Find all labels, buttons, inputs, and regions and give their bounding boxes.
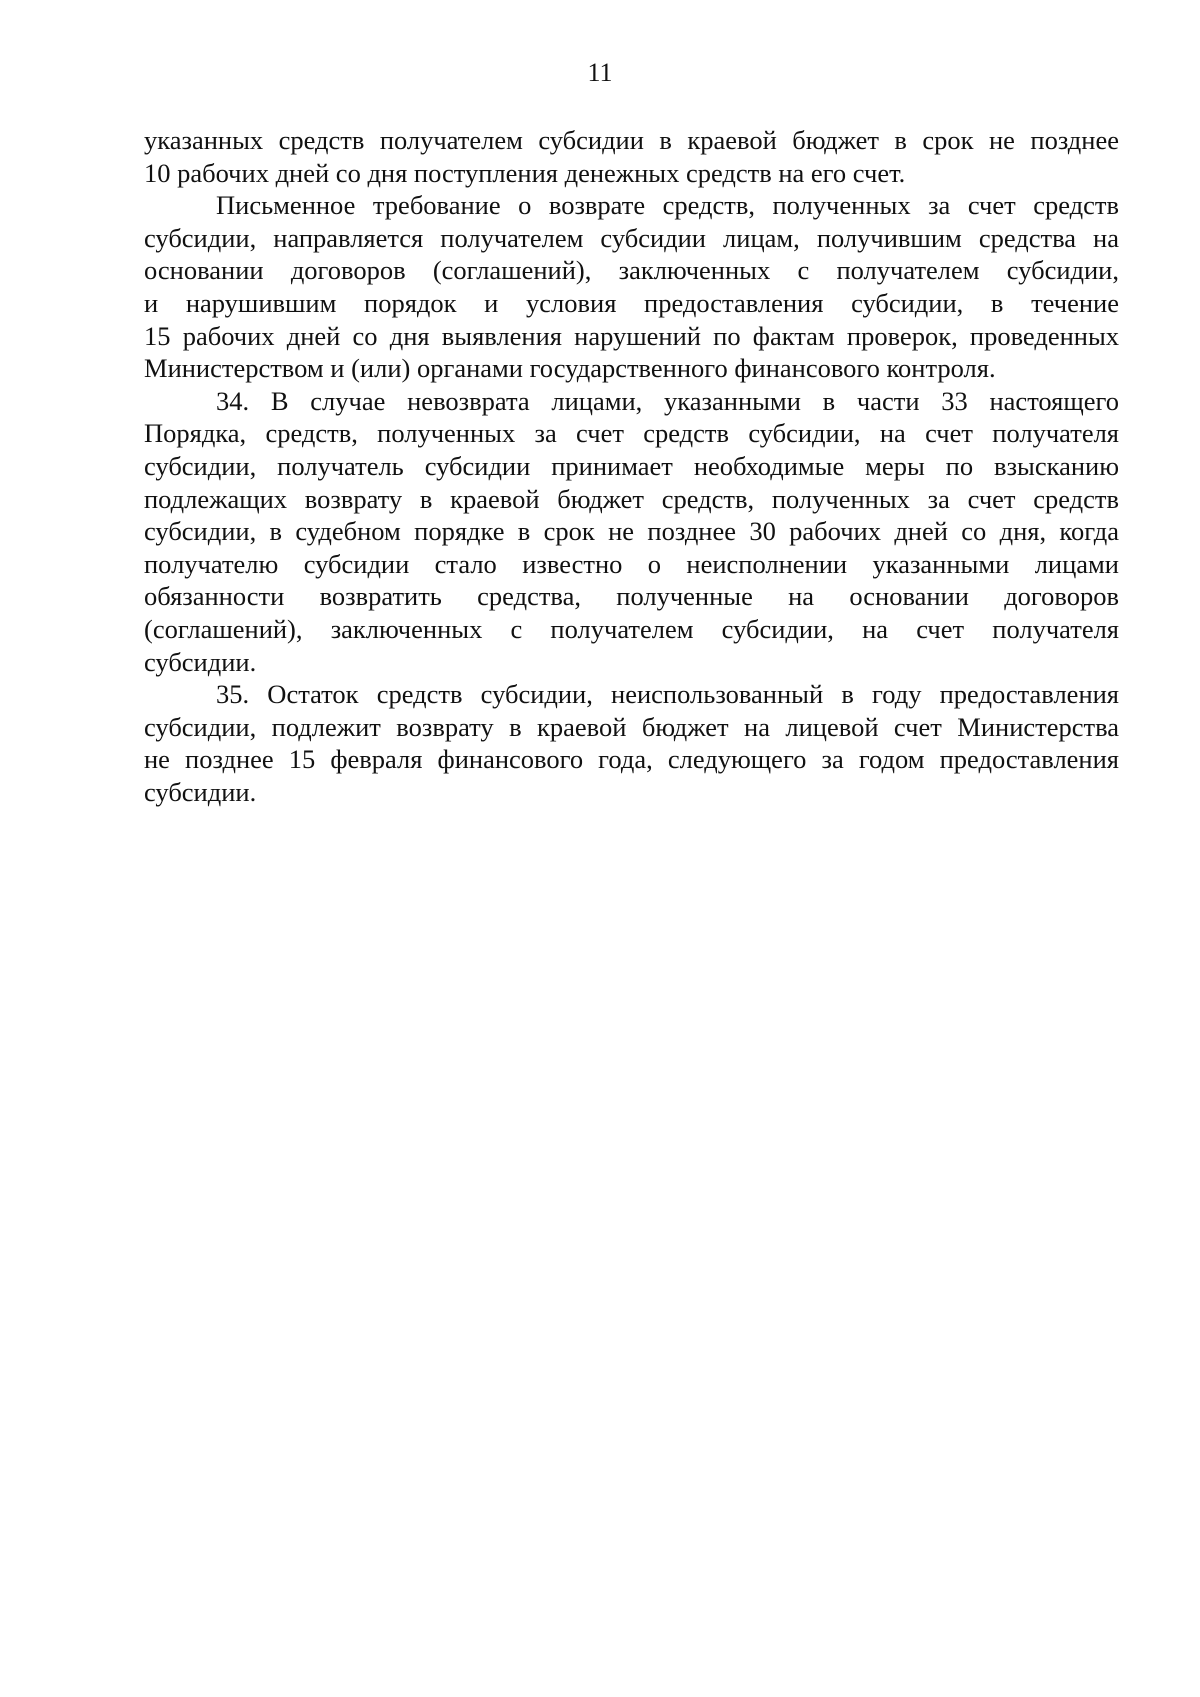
text-line: 34. В случае невозврата лицами, указанными в части 33 настоящего xyxy=(216,385,1119,416)
text-line: субсидии, в судебном порядке в срок не позднее 30 рабочих дней со дня, когда xyxy=(144,516,1119,547)
document-body xyxy=(144,124,1119,808)
text-line: обязанности возвратить средства, полученные на основании договоров xyxy=(144,581,1119,612)
text-line: подлежащих возврату в краевой бюджет средств, полученных за счет средств xyxy=(144,483,1119,514)
text-line: основании договоров (соглашений), заключенных с получателем субсидии, xyxy=(144,255,1119,286)
text-line: субсидии. xyxy=(144,646,257,677)
text-line: (соглашений), заключенных с получателем субсидии, на счет получателя xyxy=(144,613,1119,644)
text-line: 15 рабочих дней со дня выявления нарушений по фактам проверок, проведенных xyxy=(144,320,1119,351)
paragraph-written-demand xyxy=(144,189,1119,385)
text-line: субсидии, направляется получателем субсидии лицам, получившим средства на xyxy=(144,222,1119,253)
paragraph-item-35 xyxy=(144,678,1119,808)
text-line: субсидии, получатель субсидии принимает необходимые меры по взысканию xyxy=(144,450,1119,481)
page-number: 11 xyxy=(587,58,613,87)
text-line: указанных средств получателем субсидии в краевой бюджет в срок не позднее xyxy=(144,125,1119,155)
text-line: субсидии. xyxy=(144,776,257,807)
text-line: субсидии, подлежит возврату в краевой бюджет на лицевой счет Министерства xyxy=(144,711,1119,742)
text-line: 10 рабочих дней со дня поступления денежных средств на его счет. xyxy=(144,157,906,188)
text-line: Министерством и (или) органами государственного финансового контроля. xyxy=(144,353,996,384)
text-line: 35. Остаток средств субсидии, неиспользованный в году предоставления xyxy=(216,679,1119,710)
paragraph-continuation xyxy=(144,124,1119,189)
text-line: Порядка, средств, полученных за счет средств субсидии, на счет получателя xyxy=(144,418,1119,449)
text-line: Письменное требование о возврате средств, полученных за счет средств xyxy=(216,190,1119,221)
text-line: и нарушившим порядок и условия предоставления субсидии, в течение xyxy=(144,287,1119,318)
text-line: не позднее 15 февраля финансового года, следующего за годом предоставления xyxy=(144,744,1119,775)
paragraph-item-34 xyxy=(144,385,1119,678)
text-line: получателю субсидии стало известно о неисполнении указанными лицами xyxy=(144,548,1119,579)
